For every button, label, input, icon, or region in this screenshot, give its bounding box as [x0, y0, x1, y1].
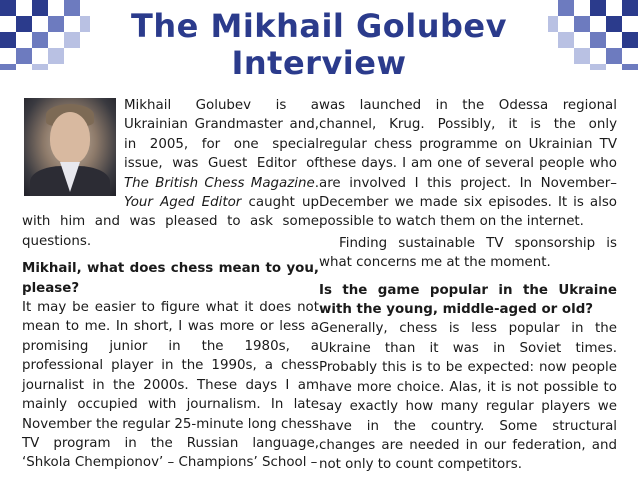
question-2: Is the game popular in the Ukraine with the young, middle-aged or old? — [319, 282, 617, 318]
answer-1: It may be easier to figure what it does not mean to me. In short, I was more or less a promising junior in the 1980s, a professional player in the 1990s, a chess journalist in the 2000s. These days I am mainly occupied with journalism. In late November the regular 25-minute long chess TV program in the Russian language, ‘Shkola Chempionov’ – Champions’ School – — [22, 300, 319, 471]
question-1: Mikhail, what does chess mean to you, please? — [22, 261, 319, 296]
article-column-right — [319, 96, 617, 475]
article-title: The Mikhail Golubev Interview — [131, 7, 507, 82]
magazine-name: The British Chess Magazine — [124, 175, 315, 191]
answer-1-continued: was launched in the Odessa regional channel, Krug. Possibly, it is the only regular chess programme on Ukrainian TV these days. I am one of several people who are involved I this project. In November–December we made six episodes. It is also possible to watch them on the internet. — [319, 98, 617, 230]
checker-decoration-left — [0, 0, 90, 70]
editor-name: Your Aged Editor — [124, 195, 242, 211]
article-column-left — [22, 96, 319, 473]
checker-decoration-right — [548, 0, 638, 70]
intro-paragraph: Mikhail Golubev is a Ukrainian Grandmaster and, in 2005, for one special issue, was Guest Editor of The British Chess Magazine. Your Aged Editor caught up with him and was pleased to ask some questions. — [22, 98, 320, 249]
portrait-photo — [24, 98, 116, 196]
answer-1-sponsorship: Finding sustainable TV sponsorship is what concerns me at the moment. — [319, 235, 617, 271]
answer-2: Generally, chess is less popular in the Ukraine than it was in Soviet times. Probably this is to be expected: now people have more choice. Alas, it is not possible to say exactly how many regular players we have in the country. Some structural changes are needed in our federation, and not only to count competitors. — [319, 321, 617, 473]
